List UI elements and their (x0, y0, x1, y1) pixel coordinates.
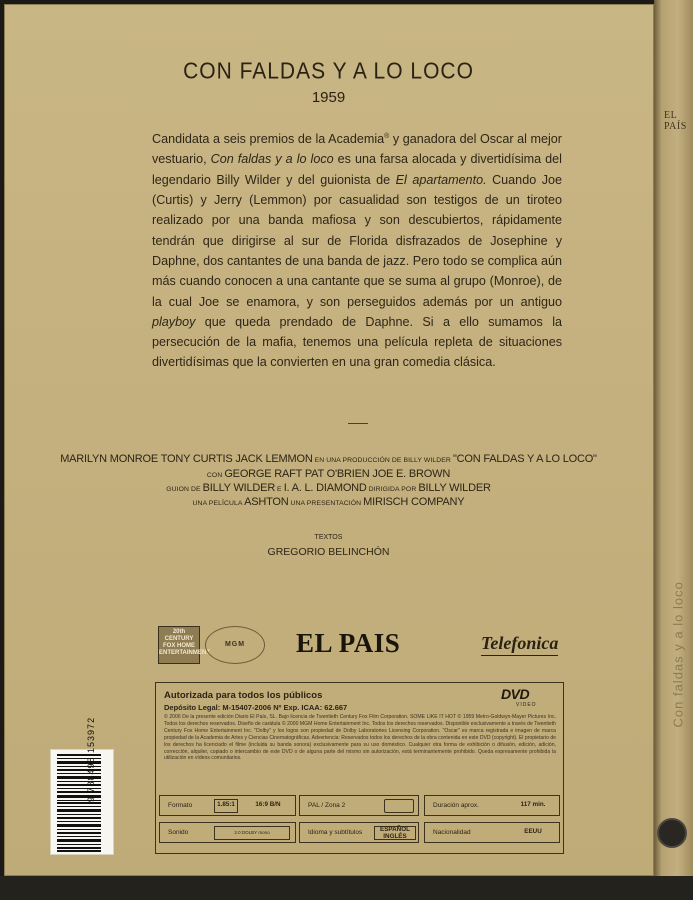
spec-formato (159, 795, 296, 816)
ratio-value: 1.85:1 (217, 801, 235, 808)
dvd-video-logo: DVD (501, 686, 530, 702)
sound-format-icons: 2.0 DOLBY mono (234, 830, 270, 835)
spec-region (299, 795, 419, 816)
age-rating: Autorizada para todos los públicos (164, 690, 323, 701)
telefonica-logo: Telefonica (481, 633, 558, 656)
idioma-value: ESPAÑOL INGLÉS (380, 826, 410, 840)
el-pais-logo: EL PAIS (296, 628, 401, 658)
textos-label: TEXTOS (314, 534, 343, 541)
region-value: PAL / Zona 2 (308, 802, 346, 809)
formato-label: Formato (168, 802, 193, 809)
credits-line-2: CON GEORGE RAFT PAT O'BRIEN JOE E. BROWN (206, 468, 451, 480)
spec-sonido (159, 822, 296, 843)
legal-deposit: Depósito Legal: M-15407-2006 Nº Exp. ICAA: 62.667 (164, 703, 348, 712)
duracion-value: 117 min. (520, 801, 546, 808)
info-box (155, 682, 564, 854)
barcode (50, 716, 114, 855)
synopsis: Candidata a seis premios de la Academia® y ganadora del Oscar al mejor vestuario, Con faldas y a lo loco es una farsa alocada y divertidísima del legendario Billy Wilder y del guionista de El apartamento. Cuando Joe (Curtis) y Jerry (Lemmon) por casualidad son testigos de un tiroteo realizado por una banda mafiosa y son descubiertos, rápidamente tendrán que dirigirse al sur de Florida disfrazados de Josephine y Daphne, dos cantantes de una banda de jazz. Pero todo se complica aún más cuando conocen a una cantante que se suma al grupo (Monroe), de la cual Joe se enamora, y son perseguidos además por un antiguo playboy que queda prendado de Daphne. Si a ello sumamos la persecución de la mafia, tenemos una película repleta de situaciones divertidísimas que la convierten en una gran comedia clásica. (152, 132, 563, 370)
spine-publisher: EL PAÍS (664, 110, 687, 132)
spec-nacionalidad (424, 822, 560, 843)
mgm-logo: MGM (205, 626, 265, 664)
spine (654, 0, 693, 900)
copyright-fine-print: © 2006 De la presente edición Diario El País, SL. Bajo licencia de Twentieth Century Fox Film Corporation. SOME LIKE IT HOT © 1959 Metro-Goldwyn-Mayer Pictures Inc. Todos los derechos reservados. Diseño de carátula © 2000 MGM Home Entertainment Inc. Todos los derechos reservados. Disponible exclusivamente a través de Twentieth Century Fox Home Entertainment Inc. "Dolby" y los logos son propiedad de Dolby Laboratories Licensing Corporation. "Oscar" es marca registrada e imagen de marca propiedad de la Academia de Artes y Ciencias Cinematográficas. Advertencia: Reservados todos los derechos de la obra contenida en este DVD (copyright). El propietario de los derechos ha licenciado el filme (incluida su banda sonora) exclusivamente para su uso doméstico. Cualquier otra forma de exhibición o difusión, edición, adición, corrección, alquiler, copiado o intercambio de este DVD o de alguna parte del mismo sin autorización, está terminantemente prohibido. Queda expresamente prohibida la utilización en vídeos comunitarios. (164, 714, 556, 762)
nacionalidad-label: Nacionalidad (433, 829, 471, 836)
dvd-video-sub: VIDEO (516, 702, 537, 708)
idioma-label: Idioma y subtítulos (308, 829, 363, 836)
duracion-label: Duración aprox. (433, 802, 479, 809)
spine-title: Con faldas y a lo loco (670, 581, 686, 728)
movie-title: CON FALDAS Y A LO LOCO (183, 58, 474, 85)
case-clip (657, 818, 687, 848)
spec-idioma (299, 822, 419, 843)
aspect-value: 16:9 B/N (255, 801, 281, 808)
textos-author: GREGORIO BELINCHÓN (267, 546, 390, 558)
sonido-label: Sonido (168, 829, 189, 836)
fox-logo: 20th CENTURY FOX HOME ENTERTAINMENT (158, 626, 200, 664)
region-icon (384, 799, 414, 813)
barcode-number: 9 788498 153972 (86, 716, 96, 802)
credits-line-1: MARILYN MONROE TONY CURTIS JACK LEMMON EN UNA PRODUCCIÓN DE BILLY WILDER "CON FALDAS Y A LO LOCO" (60, 453, 597, 465)
spec-duracion (424, 795, 560, 816)
credits-line-3: GUION DE BILLY WILDER E I. A. L. DIAMOND DIRIGIDA POR BILLY WILDER (166, 482, 491, 494)
credits-line-4: UNA PELÍCULA ASHTON UNA PRESENTACIÓN MIRISCH COMPANY (192, 496, 465, 508)
separator-dash (348, 423, 368, 424)
bottom-strip (0, 876, 693, 900)
movie-year: 1959 (311, 89, 346, 106)
nacionalidad-value: EEUU (524, 828, 542, 835)
